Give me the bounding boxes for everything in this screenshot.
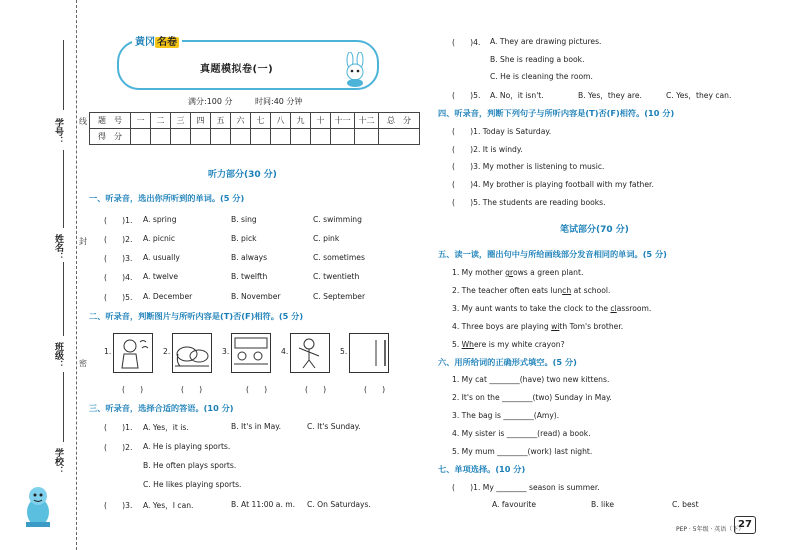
option-b[interactable]: B. pick xyxy=(231,234,257,243)
option-b[interactable]: B. She is reading a book. xyxy=(490,55,585,64)
page-number: 27 xyxy=(734,516,756,534)
section-6-title: 六、用所给词的正确形式填空。(5 分) xyxy=(438,357,577,367)
score-cell: 一 xyxy=(131,113,151,129)
picture-number: 1. xyxy=(104,347,112,356)
paper-title: 真题模拟卷(一) xyxy=(200,64,274,75)
score-cell: 三 xyxy=(171,113,191,129)
section-4-title: 四、听录音，判断下列句子与所听内容是(T)否(F)相符。(10 分) xyxy=(438,108,675,118)
option-b[interactable]: B. always xyxy=(231,253,268,262)
score-input-cell[interactable] xyxy=(311,129,331,145)
option-b[interactable]: B. He often plays sports. xyxy=(143,461,237,470)
score-cell: 六 xyxy=(231,113,251,129)
score-table-header-row xyxy=(90,113,420,129)
section-7-title: 七、单项选择。(10 分) xyxy=(438,464,526,474)
picture-number: 2. xyxy=(163,347,171,356)
option-c[interactable]: C. Yes，they can. xyxy=(666,91,732,100)
option-c[interactable]: C. pink xyxy=(313,234,340,243)
score-cell: 七 xyxy=(251,113,271,129)
picture-girl-singing xyxy=(113,333,153,373)
picture-elephants xyxy=(172,333,212,373)
fill-blank-item[interactable]: 1. My cat ________(have) two new kittens. xyxy=(452,375,610,384)
option-a[interactable]: A. Yes，I can. xyxy=(143,501,194,510)
option-a[interactable]: A. December xyxy=(143,292,193,301)
class-line xyxy=(63,262,64,336)
picture-number: 5. xyxy=(340,347,348,356)
option-a[interactable]: A. He is playing sports. xyxy=(143,442,231,451)
section-2-title: 二、听录音，判断图片与所听内容是(T)否(F)相符。(5 分) xyxy=(89,311,304,321)
option-b[interactable]: B. Yes，they are. xyxy=(578,91,642,100)
option-a[interactable]: A. No，it isn't. xyxy=(490,91,544,100)
score-input-cell[interactable] xyxy=(151,129,171,145)
option-b[interactable]: B. twelfth xyxy=(231,272,268,281)
writing-part-title: 笔试部分(70 分) xyxy=(560,225,629,235)
score-cell: 八 xyxy=(271,113,291,129)
option-a[interactable]: A. They are drawing pictures. xyxy=(490,37,602,46)
student-id-label: 学号： xyxy=(53,118,63,145)
seal-char-seal: 封 xyxy=(79,237,87,246)
score-input-cell[interactable] xyxy=(271,129,291,145)
score-input-cell[interactable] xyxy=(379,129,420,145)
option-b[interactable]: B. sing xyxy=(231,215,257,224)
score-cell: 十二 xyxy=(355,113,379,129)
listening-part-title: 听力部分(30 分) xyxy=(208,170,277,180)
answer-blank[interactable]: ( ) xyxy=(122,385,144,394)
fill-blank-item[interactable]: 2. It's on the ________(two) Sunday in May. xyxy=(452,393,612,402)
score-cell: 五 xyxy=(211,113,231,129)
answer-blank[interactable]: ( ) xyxy=(181,385,203,394)
question-number: ( )3. xyxy=(104,501,133,510)
school-line xyxy=(63,372,64,442)
score-input-cell[interactable] xyxy=(291,129,311,145)
option-c[interactable]: C. best xyxy=(672,500,699,509)
score-row-label: 得 分 xyxy=(90,129,131,145)
score-table-score-row xyxy=(90,129,420,145)
option-a[interactable]: A. twelve xyxy=(143,272,179,281)
picture-number: 3. xyxy=(222,347,230,356)
brand-logo: 黄冈 名卷 xyxy=(132,33,182,48)
score-input-cell[interactable] xyxy=(191,129,211,145)
choice-question: ( )1. My ________ season is summer. xyxy=(452,483,600,492)
option-b[interactable]: B. November xyxy=(231,292,281,301)
phonics-item[interactable]: 4. Three boys are playing with Tom's brother. xyxy=(452,322,624,331)
score-input-cell[interactable] xyxy=(231,129,251,145)
score-cell: 四 xyxy=(191,113,211,129)
name-label: 姓名： xyxy=(53,234,63,261)
option-b[interactable]: B. At 11:00 a. m. xyxy=(231,500,296,509)
score-input-cell[interactable] xyxy=(331,129,355,145)
class-label: 班级： xyxy=(53,342,63,369)
option-a[interactable]: A. usually xyxy=(143,253,180,262)
full-score: 满分:100 分 xyxy=(188,97,233,106)
option-c[interactable]: C. swimming xyxy=(313,215,362,224)
picture-students-in-class xyxy=(231,333,271,373)
score-input-cell[interactable] xyxy=(251,129,271,145)
option-c[interactable]: C. September xyxy=(313,292,366,301)
score-cell: 十 xyxy=(311,113,331,129)
fill-blank-item[interactable]: 4. My sister is ________(read) a book. xyxy=(452,429,591,438)
phonics-item[interactable]: 1. My mother grows a green plant. xyxy=(452,268,584,277)
judgement-item[interactable]: ( )4. My brother is playing football with my father. xyxy=(452,180,654,189)
fill-blank-item[interactable]: 3. The bag is ________(Amy). xyxy=(452,411,560,420)
question-number: ( )1. xyxy=(104,216,133,225)
question-number: ( )5. xyxy=(452,91,481,100)
option-c[interactable]: C. twentieth xyxy=(313,272,360,281)
option-c[interactable]: C. He is cleaning the room. xyxy=(490,72,593,81)
time-limit: 时间:40 分钟 xyxy=(255,97,303,106)
score-input-cell[interactable] xyxy=(131,129,151,145)
option-a[interactable]: A. Yes，it is. xyxy=(143,423,189,432)
question-number: ( )1. xyxy=(104,423,133,432)
question-number: ( )3. xyxy=(104,254,133,263)
score-cell: 总 分 xyxy=(379,113,420,129)
option-a[interactable]: A. favourite xyxy=(492,500,537,509)
judgement-item[interactable]: ( )5. The students are reading books. xyxy=(452,198,606,207)
mascot-icon xyxy=(20,478,56,530)
picture-clock xyxy=(349,333,389,373)
judgement-item[interactable]: ( )3. My mother is listening to music. xyxy=(452,162,605,171)
answer-blank[interactable]: ( ) xyxy=(364,385,386,394)
question-number: ( )4. xyxy=(452,38,481,47)
judgement-item[interactable]: ( )2. It is windy. xyxy=(452,145,523,154)
footer-text: PEP · 5年级 · 英语（下） xyxy=(676,526,745,533)
student-id-line xyxy=(63,40,64,110)
judgement-item[interactable]: ( )1. Today is Saturday. xyxy=(452,127,552,136)
option-c[interactable]: C. On Saturdays. xyxy=(307,500,371,509)
option-c[interactable]: C. sometimes xyxy=(313,253,365,262)
answer-blank[interactable]: ( ) xyxy=(246,385,268,394)
score-input-cell[interactable] xyxy=(211,129,231,145)
picture-boy-playing xyxy=(290,333,330,373)
seal-char-line: 线 xyxy=(79,117,87,126)
question-number: ( )2. xyxy=(104,443,133,452)
section-1-title: 一、听录音，选出你所听到的单词。(5 分) xyxy=(89,193,245,203)
seal-char-secret: 密 xyxy=(79,359,87,368)
score-input-cell[interactable] xyxy=(355,129,379,145)
score-table xyxy=(89,112,420,145)
picture-number: 4. xyxy=(281,347,289,356)
question-number: ( )4. xyxy=(104,273,133,282)
score-cell: 九 xyxy=(291,113,311,129)
score-cell: 题 号 xyxy=(90,113,131,129)
school-label: 学校： xyxy=(53,448,63,475)
option-b[interactable]: B. like xyxy=(591,500,615,509)
option-a[interactable]: A. spring xyxy=(143,215,177,224)
option-a[interactable]: A. picnic xyxy=(143,234,176,243)
score-cell: 十一 xyxy=(331,113,355,129)
score-input-cell[interactable] xyxy=(171,129,191,145)
question-number: ( )2. xyxy=(104,235,133,244)
score-cell: 二 xyxy=(151,113,171,129)
binding-dashed-line xyxy=(76,0,77,550)
option-c[interactable]: C. He likes playing sports. xyxy=(143,480,242,489)
rabbit-mascot-icon xyxy=(338,52,372,88)
section-5-title: 五、读一读，圈出句中与所给画线部分发音相同的单词。(5 分) xyxy=(438,249,667,259)
answer-blank[interactable]: ( ) xyxy=(305,385,327,394)
phonics-item[interactable]: 2. The teacher often eats lunch at school. xyxy=(452,286,611,295)
name-line xyxy=(63,150,64,228)
phonics-item[interactable]: 5. Where is my white crayon? xyxy=(452,340,565,349)
fill-blank-item[interactable]: 5. My mum ________(work) last night. xyxy=(452,447,593,456)
section-3-title: 三、听录音，选择合适的答语。(10 分) xyxy=(89,403,234,413)
question-number: ( )5. xyxy=(104,293,133,302)
option-b[interactable]: B. It's in May. xyxy=(231,422,282,431)
option-c[interactable]: C. It's Sunday. xyxy=(307,422,361,431)
phonics-item[interactable]: 3. My aunt wants to take the clock to the classroom. xyxy=(452,304,652,313)
